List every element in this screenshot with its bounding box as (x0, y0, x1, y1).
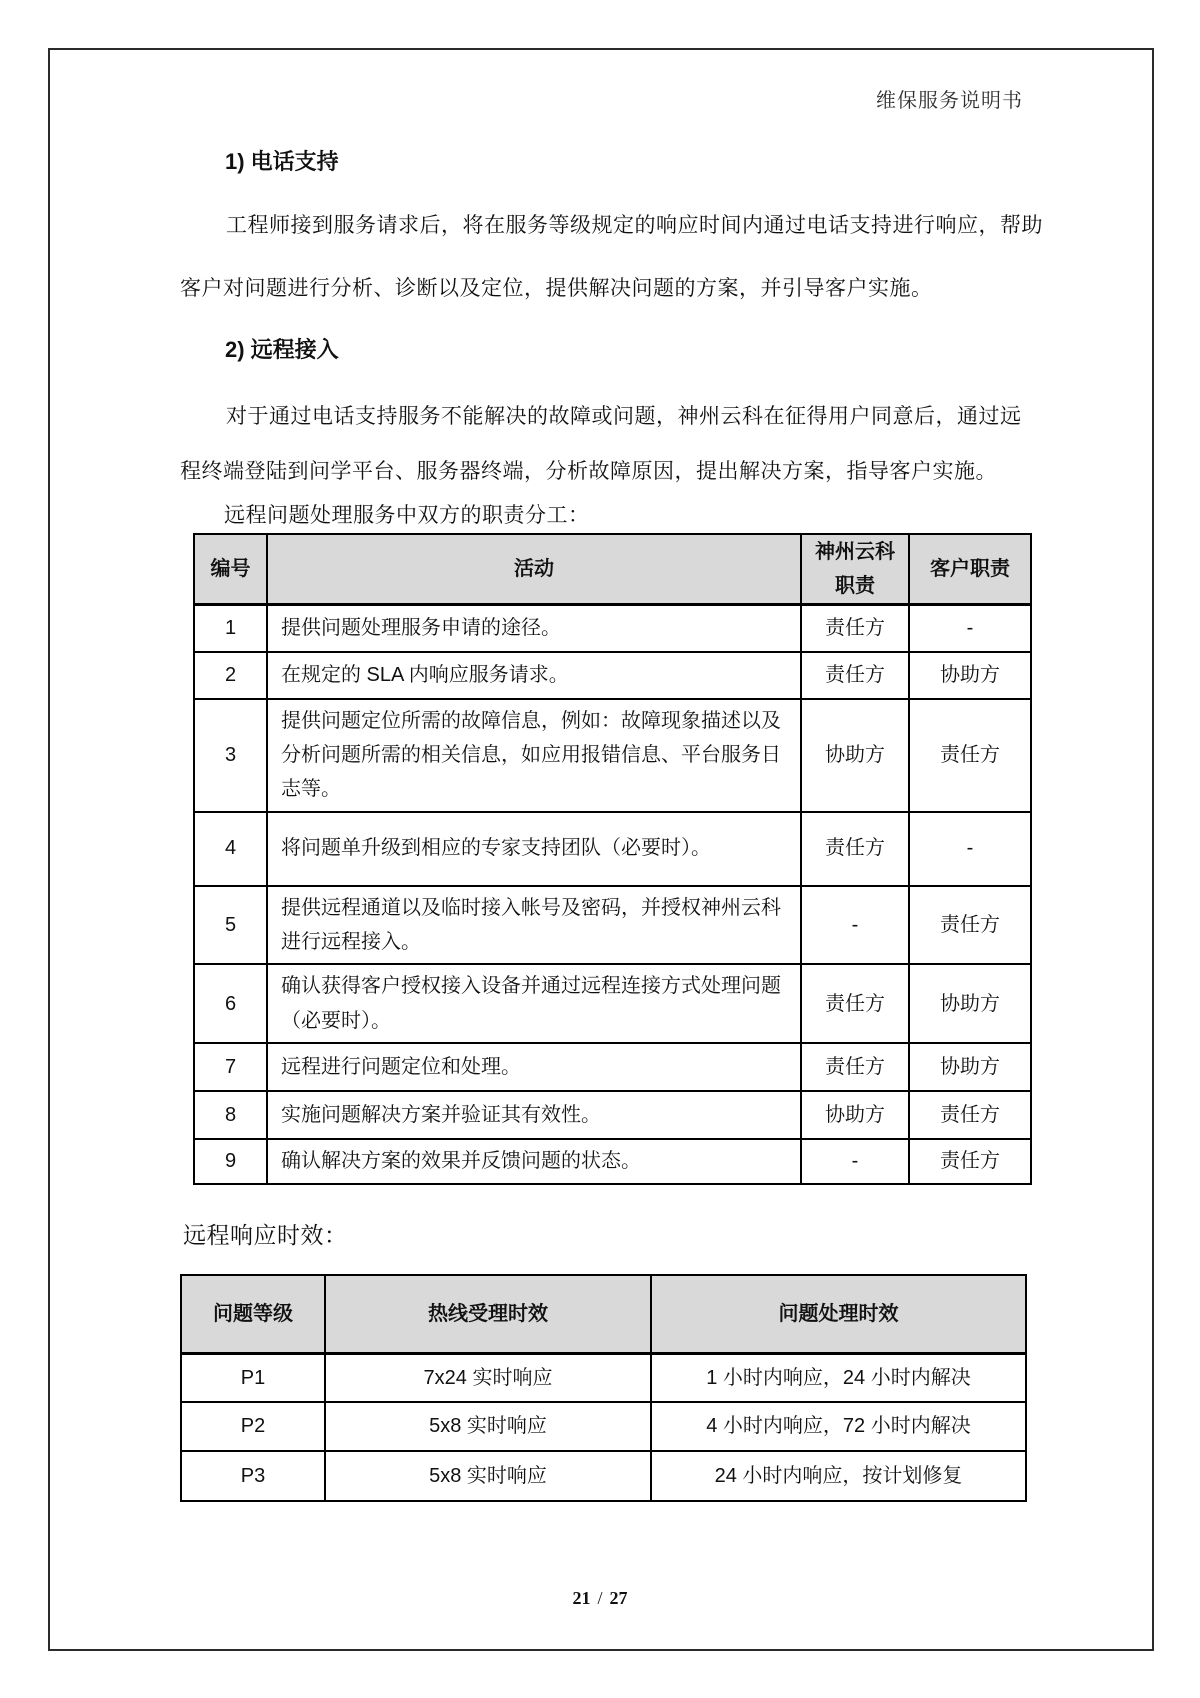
cell-activity: 远程进行问题定位和处理。 (267, 1043, 801, 1091)
cell-number: 8 (194, 1091, 267, 1139)
cell-problem-level: P2 (181, 1402, 325, 1451)
cell-handling-time: 4 小时内响应，72 小时内解决 (651, 1402, 1026, 1451)
cell-activity: 提供问题处理服务申请的途径。 (267, 605, 801, 652)
sla-table-intro: 远程响应时效： (183, 1222, 348, 1248)
cell-customer-duty: 协助方 (909, 1043, 1031, 1091)
cell-customer-duty: - (909, 605, 1031, 652)
sla-table-header-row (181, 1275, 1026, 1353)
cell-activity: 确认解决方案的效果并反馈问题的状态。 (267, 1139, 801, 1183)
col-header-handling-time: 问题处理时效 (651, 1275, 1026, 1353)
cell-hotline-response: 5x8 实时响应 (325, 1451, 651, 1501)
cell-vendor-duty: 协助方 (801, 699, 909, 812)
cell-number: 3 (194, 699, 267, 812)
cell-number: 6 (194, 964, 267, 1043)
table-row (194, 1091, 1031, 1139)
document-header-title: 维保服务说明书 (876, 90, 1023, 112)
cell-vendor-duty: 责任方 (801, 812, 909, 886)
cell-customer-duty: 责任方 (909, 1091, 1031, 1139)
cell-customer-duty: 责任方 (909, 886, 1031, 965)
cell-number: 5 (194, 886, 267, 965)
responsibility-table (193, 533, 1032, 1185)
cell-activity: 将问题单升级到相应的专家支持团队（必要时）。 (267, 812, 801, 886)
cell-customer-duty: - (909, 812, 1031, 886)
table-row (194, 605, 1031, 652)
cell-number: 4 (194, 812, 267, 886)
sla-table (180, 1274, 1027, 1502)
cell-activity: 提供问题定位所需的故障信息，例如：故障现象描述以及分析问题所需的相关信息，如应用报错信息、平台服务日志等。 (267, 699, 801, 812)
cell-activity: 提供远程通道以及临时接入帐号及密码，并授权神州云科进行远程接入。 (267, 886, 801, 965)
table-row (194, 1043, 1031, 1091)
cell-vendor-duty: - (801, 886, 909, 965)
cell-customer-duty: 责任方 (909, 699, 1031, 812)
col-header-activity: 活动 (267, 534, 801, 605)
cell-handling-time: 24 小时内响应，按计划修复 (651, 1451, 1026, 1501)
table-row (194, 886, 1031, 965)
cell-activity: 实施问题解决方案并验证其有效性。 (267, 1091, 801, 1139)
section-2-heading: 2) 远程接入 (225, 337, 339, 362)
cell-vendor-duty: 责任方 (801, 964, 909, 1043)
cell-hotline-response: 7x24 实时响应 (325, 1353, 651, 1402)
table-row (181, 1353, 1026, 1402)
section-1-paragraph-line-2: 客户对问题进行分析、诊断以及定位，提供解决问题的方案，并引导客户实施。 (180, 277, 933, 300)
responsibility-table-intro: 远程问题处理服务中双方的职责分工： (224, 504, 590, 527)
col-header-problem-level: 问题等级 (181, 1275, 325, 1353)
cell-customer-duty: 协助方 (909, 964, 1031, 1043)
page-number-separator: / (597, 1588, 603, 1608)
section-1-heading: 1) 电话支持 (225, 149, 339, 174)
cell-handling-time: 1 小时内响应，24 小时内解决 (651, 1353, 1026, 1402)
col-header-vendor-duty: 神州云科职责 (801, 534, 909, 605)
responsibility-table-header-row (194, 534, 1031, 605)
section-2-paragraph-line-2: 程终端登陆到问学平台、服务器终端，分析故障原因，提出解决方案，指导客户实施。 (180, 460, 997, 483)
cell-activity: 在规定的 SLA 内响应服务请求。 (267, 652, 801, 699)
cell-vendor-duty: - (801, 1139, 909, 1183)
section-1-paragraph-line-1: 工程师接到服务请求后，将在服务等级规定的响应时间内通过电话支持进行响应，帮助 (226, 214, 1043, 237)
cell-customer-duty: 协助方 (909, 652, 1031, 699)
col-header-number: 编号 (194, 534, 267, 605)
current-page-number: 21 (572, 1588, 591, 1608)
cell-number: 1 (194, 605, 267, 652)
total-page-number: 27 (609, 1588, 628, 1608)
cell-activity: 确认获得客户授权接入设备并通过远程连接方式处理问题（必要时）。 (267, 964, 801, 1043)
table-row (194, 652, 1031, 699)
cell-vendor-duty: 责任方 (801, 605, 909, 652)
cell-hotline-response: 5x8 实时响应 (325, 1402, 651, 1451)
cell-problem-level: P1 (181, 1353, 325, 1402)
cell-vendor-duty: 协助方 (801, 1091, 909, 1139)
col-header-hotline-response: 热线受理时效 (325, 1275, 651, 1353)
cell-customer-duty: 责任方 (909, 1139, 1031, 1183)
table-row (194, 812, 1031, 886)
page-footer (0, 1588, 1200, 1609)
cell-number: 7 (194, 1043, 267, 1091)
section-2-paragraph-line-1: 对于通过电话支持服务不能解决的故障或问题，神州云科在征得用户同意后，通过远 (226, 405, 1022, 428)
cell-number: 9 (194, 1139, 267, 1183)
table-row (194, 1139, 1031, 1183)
table-row (194, 699, 1031, 812)
cell-vendor-duty: 责任方 (801, 1043, 909, 1091)
table-row (181, 1451, 1026, 1501)
cell-problem-level: P3 (181, 1451, 325, 1501)
cell-number: 2 (194, 652, 267, 699)
table-row (181, 1402, 1026, 1451)
table-row (194, 964, 1031, 1043)
col-header-customer-duty: 客户职责 (909, 534, 1031, 605)
cell-vendor-duty: 责任方 (801, 652, 909, 699)
